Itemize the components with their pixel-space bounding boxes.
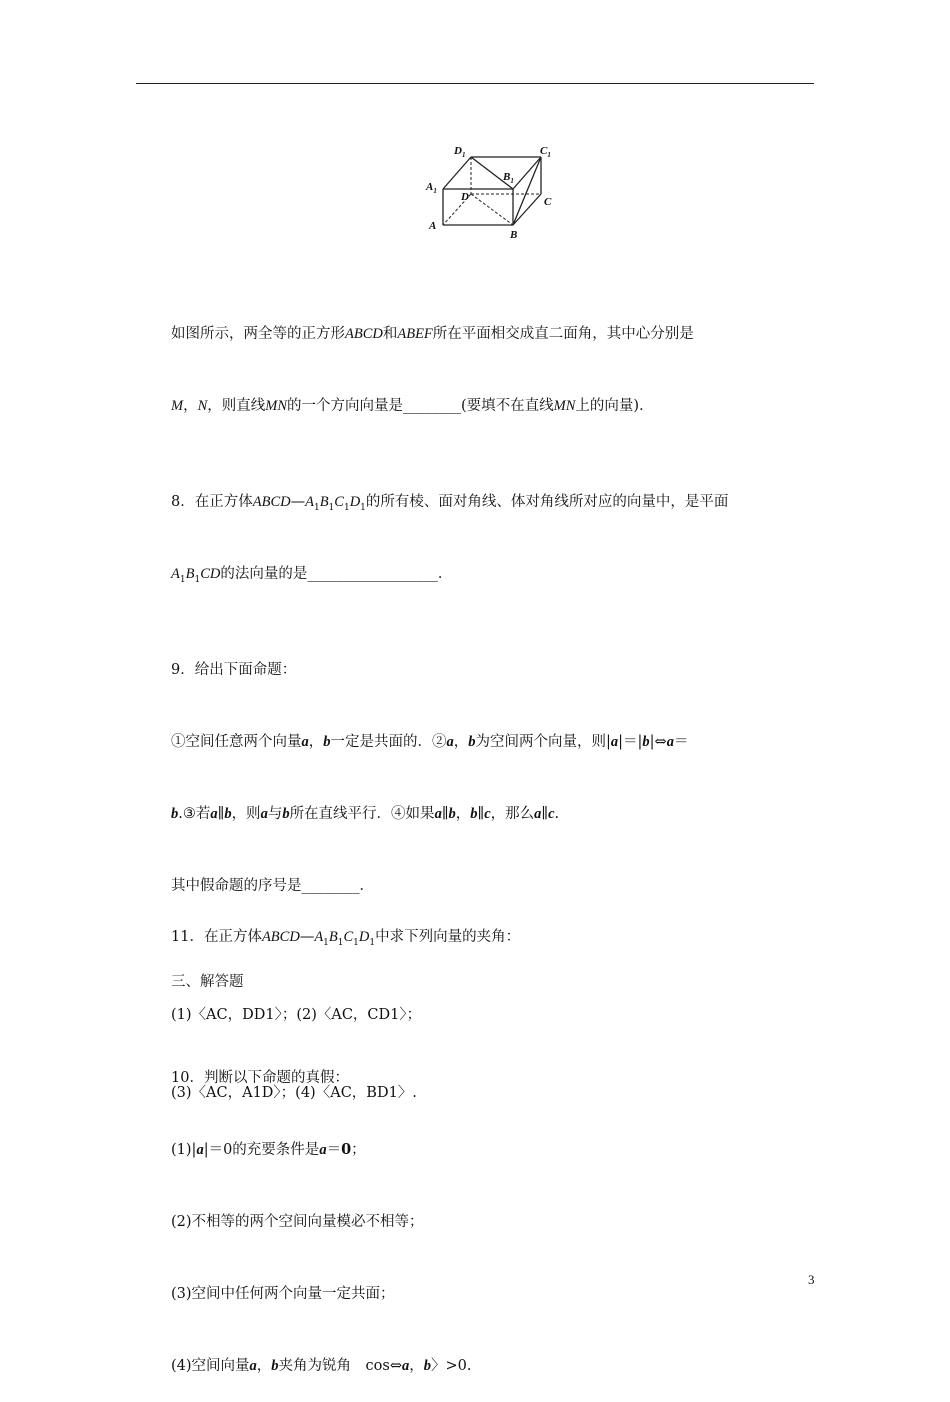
page-number: 3 — [808, 1272, 815, 1287]
q9-line1: ①空间任意两个向量a，b一定是共面的．②a，b为空间两个向量，则|a|＝|b|⇔a＝ — [171, 734, 689, 750]
q9-title: 9．给出下面命题： — [171, 662, 297, 678]
label-A: A — [429, 220, 437, 232]
q10-line4: (4)空间向量a，b夹角为锐角 cos⇔a，b〉>0. — [171, 1358, 472, 1374]
label-B: B — [510, 229, 518, 241]
label-D1: $D_1$ — [454, 145, 466, 159]
q9-line3: 其中假命题的序号是________． — [171, 878, 374, 894]
label-A1: $A_1$ — [426, 181, 437, 195]
q8-line1: 8．在正方体$ABCD—A_1B_1C_1D_1$的所有棱、面对角线、体对角线所对应的向量中，是平面 — [171, 494, 729, 513]
section-heading: 三、解答题 — [171, 974, 244, 990]
q7-line2: M，N，则直线MN的一个方向向量是________(要填不在直线MN上的向量)． — [171, 398, 654, 414]
q9-line2: b.③若a∥b，则a与b所在直线平行．④如果a∥b，b∥c，那么a∥c. — [171, 806, 560, 822]
questions-block — [171, 274, 728, 1402]
label-D: D — [461, 191, 469, 203]
q7-line1: 如图所示，两全等的正方形ABCD和ABEF所在平面相交成直二面角，其中心分别是 — [171, 326, 694, 342]
q10-line1: (1)|a|＝0的充要条件是a＝0； — [171, 1141, 366, 1158]
q10-title: 10．判断以下命题的真假： — [171, 1070, 349, 1086]
header-rule — [136, 83, 814, 84]
label-B1: $B_1$ — [503, 171, 514, 185]
label-C: C — [544, 196, 552, 208]
q11-line1: (1)〈AC，DD1〉；(2)〈AC，CD1〉； — [171, 1007, 422, 1023]
label-C1: $C_1$ — [540, 145, 551, 159]
q11-line2: (3)〈AC，A1D〉；(4)〈AC，BD1〉. — [171, 1085, 417, 1101]
q11-block — [171, 872, 520, 1132]
q11-title: 11．在正方体$ABCD—A_1B_1C_1D_1$中求下列向量的夹角： — [171, 929, 521, 948]
cuboid-figure — [424, 142, 560, 242]
q10-line2: (2)不相等的两个空间向量模必不相等； — [171, 1214, 424, 1230]
q10-line3: (3)空间中任何两个向量一定共面； — [171, 1286, 395, 1302]
q8-line2: $A_1B_1CD$的法向量的是__________________． — [171, 566, 453, 585]
